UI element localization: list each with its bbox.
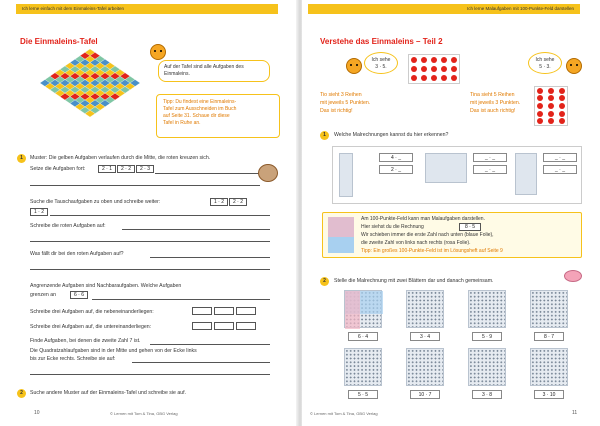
red-dot [559, 95, 565, 101]
red-dot [411, 75, 417, 81]
tiger-mascot-icon [346, 58, 362, 74]
red-dot [411, 66, 417, 72]
hundred-dot-field[interactable] [530, 290, 568, 328]
note-tip: Tipp: Ein großes 100-Punkte-Feld ist im Lösungsheft auf Seite 9 [361, 248, 503, 254]
problem-label: 8 · 7 [534, 332, 564, 341]
red-dot [441, 57, 447, 63]
dot-field-image [339, 153, 353, 197]
left-page [0, 0, 298, 426]
red-dot [441, 66, 447, 72]
red-dot [421, 66, 427, 72]
answer-field[interactable]: 2 · _ [379, 165, 413, 174]
red-dot [411, 57, 417, 63]
ex1-line10: Die Quadratzahlaufgaben sind in der Mitte und gehen von der Ecke links [30, 348, 197, 354]
caption-left: mit jeweils 5 Punkten. [320, 100, 371, 106]
caption-right: Das ist auch richtig! [470, 108, 516, 114]
left-page-title: Die Einmaleins-Tafel [20, 37, 98, 46]
answer-box[interactable] [236, 307, 256, 315]
hundred-dot-field[interactable] [406, 348, 444, 386]
red-dot [537, 118, 543, 124]
red-dot [548, 103, 554, 109]
write-line[interactable] [122, 229, 270, 230]
caption-right: mit jeweils 3 Punkten. [470, 100, 521, 106]
hundred-dot-field[interactable] [344, 290, 382, 328]
red-dot [548, 95, 554, 101]
red-dot [441, 75, 447, 81]
ex1-line8: Schreibe drei Aufgaben auf, die untereinanderliegen: [30, 324, 152, 330]
ex1-line11: bis zur Ecke rechts. Schreibe sie auf: [30, 356, 116, 362]
answer-box[interactable]: 2 · 1 [98, 165, 116, 173]
answer-field[interactable]: 4 · _ [379, 153, 413, 162]
right-page [302, 0, 600, 426]
exercise-number: 1 [320, 131, 329, 140]
bubble-line: 3 · 5. [375, 64, 387, 70]
red-dot [451, 66, 457, 72]
tiger-mascot-icon [566, 58, 582, 74]
red-dot [559, 103, 565, 109]
red-dot [537, 88, 543, 94]
info-note-box [322, 212, 582, 258]
write-line[interactable] [132, 362, 270, 363]
red-dot [421, 75, 427, 81]
answer-box[interactable]: 1 · 2 [30, 208, 48, 216]
answer-box[interactable] [192, 307, 212, 315]
ex1-line7: Schreibe drei Aufgaben auf, die nebeneinanderliegen: [30, 309, 154, 315]
left-topbar: Ich lerne einfach mit dem Einmaleins-Tafel arbeiten [16, 4, 278, 14]
snail-illustration-icon [258, 164, 278, 182]
speech-bubble-left [364, 52, 398, 74]
bubble-line: Ich sehe [535, 57, 555, 63]
problem-label: 3 · 10 [534, 390, 564, 399]
hundred-dot-field[interactable] [344, 348, 382, 386]
write-line[interactable] [150, 257, 270, 258]
answer-box[interactable] [214, 322, 234, 330]
dot-field-3x5 [408, 54, 460, 84]
exercise-number: 2 [320, 277, 329, 286]
ex1-line1: Muster: Die gelben Aufgaben verlaufen durch die Mitte, die roten kreuzen sich. [30, 155, 211, 161]
ex1-line4: Schreibe die roten Aufgaben auf: [30, 223, 106, 229]
red-dot [431, 75, 437, 81]
red-dot [548, 118, 554, 124]
answer-box[interactable] [236, 322, 256, 330]
tip-box [156, 94, 280, 138]
write-line[interactable] [30, 374, 270, 375]
red-dot [421, 57, 427, 63]
problem-label: 3 · 8 [472, 390, 502, 399]
speech-bubble-right [528, 52, 562, 74]
problem-label: 6 · 4 [348, 332, 378, 341]
exercise-number: 2 [17, 389, 26, 398]
write-line[interactable] [30, 185, 260, 186]
right-topbar: Ich lerne Malaufgaben mit 100-Punkte-Feld darstellen [308, 4, 580, 14]
answer-box[interactable] [214, 307, 234, 315]
hundred-dot-field[interactable] [406, 290, 444, 328]
pig-illustration-icon [564, 270, 582, 282]
ex1-line5: Was fällt dir bei den roten Aufgaben auf? [30, 251, 124, 257]
ex2-text: Stelle die Malrechnung mit zwei Blättern dar und danach gemeinsam. [334, 278, 494, 284]
problem-label: 3 · 4 [410, 332, 440, 341]
pink-foil-illustration [328, 217, 354, 237]
page-number: 11 [572, 410, 578, 416]
calculation-box: 8 · 5 [459, 223, 481, 231]
hundred-dot-field[interactable] [468, 348, 506, 386]
answer-field[interactable]: _ · _ [473, 165, 507, 174]
bubble-line: 5 · 3. [539, 64, 551, 70]
ex1-line9: Finde Aufgaben, bei denen die zweite Zahl 7 ist. [30, 338, 141, 344]
red-dot [431, 66, 437, 72]
red-dot [451, 75, 457, 81]
info-bubble [158, 60, 270, 82]
red-dot [548, 88, 554, 94]
footer-copyright: © Lernen mit Tom & Tina, GBG Verlag [310, 411, 378, 416]
ex2-text: Suche andere Muster auf der Einmaleins-Tafel und schreibe sie auf. [30, 390, 186, 396]
ex1-line3: Suche die Tauschaufgaben zu oben und schreibe weiter: [30, 199, 161, 205]
answer-box[interactable]: 2 · 2 [229, 198, 247, 206]
answer-box: 6 · 6 [70, 291, 88, 299]
note-line: Am 100-Punkte-Feld kann man Malaufgaben darstellen. [361, 216, 485, 222]
tip-line: Tafel zum Ausschneiden im Buch [163, 106, 237, 112]
problem-label: 10 · 7 [410, 390, 440, 399]
problem-label: 5 · 9 [472, 332, 502, 341]
pink-foil [345, 291, 360, 329]
answer-field[interactable]: _ · _ [543, 165, 577, 174]
note-line: die zweite Zahl von links nach rechts (rosa Folie). [361, 240, 471, 246]
ex1-line2: Setze die Aufgaben fort: [30, 166, 86, 172]
red-dot [559, 111, 565, 117]
answer-field[interactable]: _ · _ [473, 153, 507, 162]
write-line[interactable] [92, 299, 270, 300]
red-dot [559, 118, 565, 124]
red-dot [559, 88, 565, 94]
answer-box[interactable]: 2 · 3 [136, 165, 154, 173]
write-line[interactable] [50, 215, 270, 216]
red-dot [548, 111, 554, 117]
red-dot [451, 57, 457, 63]
write-line[interactable] [155, 173, 260, 174]
red-dot [431, 57, 437, 63]
tip-line: Tipp: Du findest eine Einmaleins- [163, 99, 237, 105]
write-line[interactable] [30, 269, 270, 270]
ex1-text: Welche Malrechnungen kannst du hier erkennen? [334, 132, 449, 138]
ex1-line6b: grenzen an [30, 292, 56, 298]
caption-right: Tina sieht 5 Reihen [470, 92, 515, 98]
caption-left: Tio sieht 3 Reihen [320, 92, 362, 98]
write-line[interactable] [30, 241, 270, 242]
multiplication-table-image [40, 49, 140, 117]
ex1-line6a: Angrenzende Aufgaben sind Nachbaraufgaben. Welche Aufgaben [30, 283, 182, 289]
answer-box[interactable]: 2 · 2 [117, 165, 135, 173]
answer-field[interactable]: _ · _ [543, 153, 577, 162]
tip-line: auf Seite 31. Schaue dir diese [163, 113, 230, 119]
dot-field-image [425, 153, 467, 183]
exercise1-panel [332, 146, 582, 204]
tip-line: Tafel in Ruhe an. [163, 120, 201, 126]
info-bubble-text: Auf der Tafel sind alle Aufgaben des Einmaleins. [164, 64, 244, 77]
red-dot [537, 95, 543, 101]
write-line[interactable] [150, 344, 270, 345]
note-line: Hier siehst du die Rechnung [361, 224, 424, 230]
caption-left: Das ist richtig! [320, 108, 353, 114]
answer-box[interactable] [192, 322, 212, 330]
red-dot [537, 103, 543, 109]
right-page-title: Verstehe das Einmaleins – Teil 2 [320, 37, 443, 46]
hundred-dot-field[interactable] [468, 290, 506, 328]
note-line: Wir schieben immer die erste Zahl nach unten (blaue Folie), [361, 232, 494, 238]
dot-field-image [515, 153, 537, 195]
red-dot [537, 111, 543, 117]
answer-box[interactable]: 1 · 2 [210, 198, 228, 206]
page-number: 10 [34, 410, 40, 416]
bubble-line: Ich sehe [371, 57, 391, 63]
footer-copyright: © Lernen mit Tom & Tina, GBG Verlag [110, 411, 178, 416]
problem-label: 5 · 5 [348, 390, 378, 399]
tiger-mascot-icon [150, 44, 166, 60]
exercise-number: 1 [17, 154, 26, 163]
hundred-dot-field[interactable] [530, 348, 568, 386]
dot-field-5x3 [534, 86, 568, 126]
